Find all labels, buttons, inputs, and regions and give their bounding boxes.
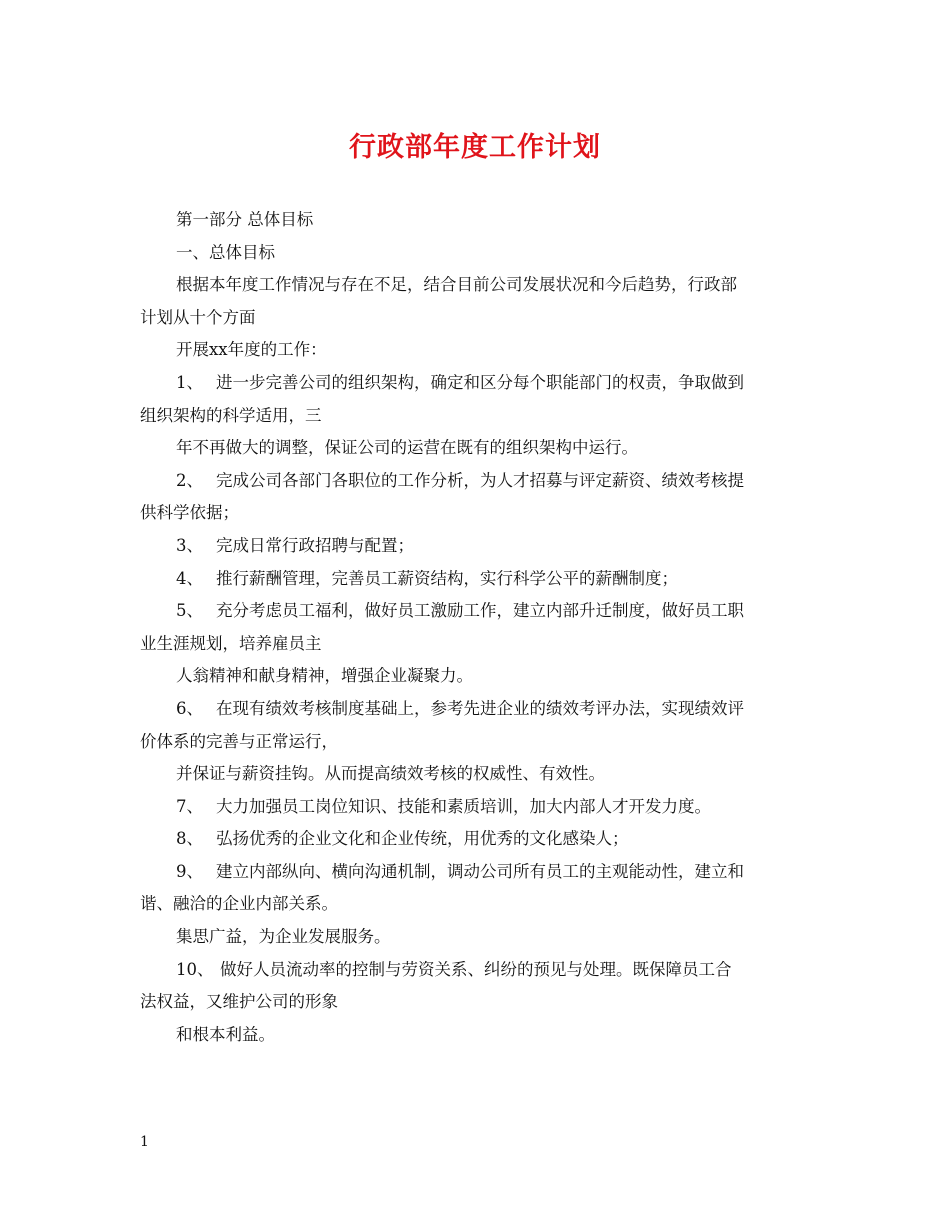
list-item-text: 完成公司各部门各职位的工作分析，为人才招募与评定薪资、绩效考核提	[216, 470, 744, 490]
list-item-number: 10、	[176, 959, 214, 979]
paragraph-line: 计划从十个方面	[140, 307, 256, 327]
list-item	[140, 954, 812, 987]
list-item-number: 7、	[176, 796, 203, 816]
subsection-heading: 一、总体目标	[176, 242, 275, 262]
list-item-text: 弘扬优秀的企业文化和企业传统，用优秀的文化感染人；	[216, 829, 629, 849]
paragraph-line: 业生涯规划，培养雇员主	[140, 633, 322, 653]
list-item	[140, 856, 812, 889]
list-item-number: 4、	[176, 568, 203, 588]
list-item-number: 2、	[176, 470, 203, 490]
list-item-text: 建立内部纵向、横向沟通机制，调动公司所有员工的主观能动性，建立和	[216, 861, 744, 881]
list-item-text: 完成日常行政招聘与配置；	[216, 535, 414, 555]
list-item-text: 在现有绩效考核制度基础上，参考先进企业的绩效考评办法，实现绩效评	[216, 698, 744, 718]
paragraph-line: 人翁精神和献身精神，增强企业凝聚力。	[176, 666, 473, 686]
paragraph-line: 开展xx年度的工作：	[176, 340, 327, 360]
list-item-text: 大力加强员工岗位知识、技能和素质培训，加大内部人才开发力度。	[216, 796, 711, 816]
paragraph-line: 谐、融洽的企业内部关系。	[140, 894, 338, 914]
list-item-number: 3、	[176, 535, 203, 555]
list-item-number: 5、	[176, 601, 203, 621]
paragraph-line: 和根本利益。	[176, 1024, 275, 1044]
page-number: 1	[140, 1134, 149, 1150]
paragraph-line: 法权益，又维护公司的形象	[140, 992, 338, 1012]
list-item	[140, 563, 812, 596]
paragraph-line: 供科学依据；	[140, 503, 239, 523]
section-heading: 第一部分 总体目标	[176, 210, 314, 229]
list-item-number: 9、	[176, 861, 203, 881]
list-item	[140, 823, 812, 856]
paragraph-line: 年不再做大的调整，保证公司的运营在既有的组织架构中运行。	[176, 438, 638, 458]
list-item-text: 进一步完善公司的组织架构，确定和区分每个职能部门的权责，争取做到	[216, 372, 744, 392]
document-body	[140, 204, 812, 1051]
paragraph-line: 组织架构的科学适用，三	[140, 405, 322, 425]
list-item-number: 8、	[176, 829, 203, 849]
paragraph-line: 集思广益，为企业发展服务。	[176, 927, 391, 947]
list-item	[140, 693, 812, 726]
list-item-text: 推行薪酬管理，完善员工薪资结构，实行科学公平的薪酬制度；	[216, 568, 678, 588]
list-item-number: 1、	[176, 372, 203, 392]
list-item	[140, 530, 812, 563]
paragraph-line: 价体系的完善与正常运行，	[140, 731, 338, 751]
list-item-text: 做好人员流动率的控制与劳资关系、纠纷的预见与处理。既保障员工合	[220, 959, 732, 979]
paragraph-line: 并保证与薪资挂钩。从而提高绩效考核的权威性、有效性。	[176, 764, 605, 784]
list-item	[140, 791, 812, 824]
list-item	[140, 595, 812, 628]
list-item	[140, 465, 812, 498]
list-item	[140, 367, 812, 400]
list-item-number: 6、	[176, 698, 203, 718]
list-item-text: 充分考虑员工福利，做好员工激励工作，建立内部升迁制度，做好员工职	[216, 601, 744, 621]
document-title: 行政部年度工作计划	[349, 132, 601, 163]
paragraph-line: 根据本年度工作情况与存在不足，结合目前公司发展状况和今后趋势，行政部	[176, 275, 737, 295]
